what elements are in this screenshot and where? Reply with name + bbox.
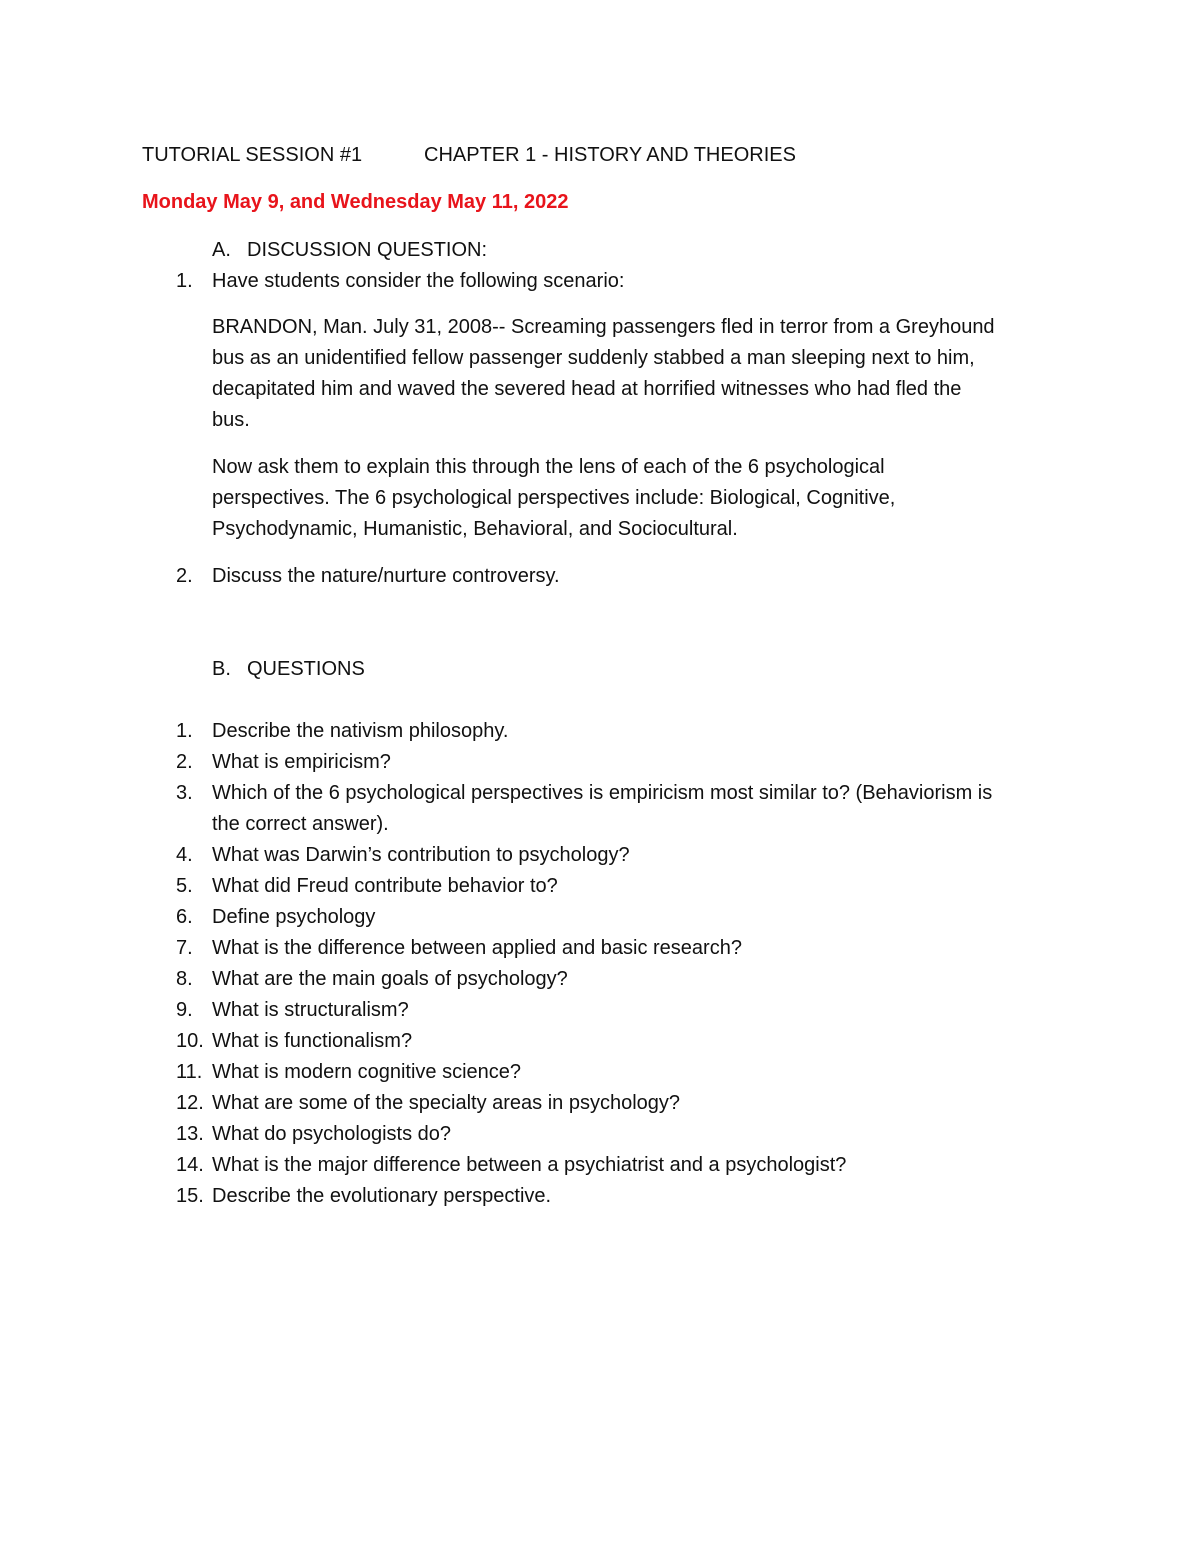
question-number: 8. <box>176 968 193 990</box>
question-text: Describe the evolutionary perspective. <box>212 1185 552 1207</box>
scenario-line: bus as an unidentified fellow passenger suddenly stabbed a man sleeping next to him, <box>212 347 975 369</box>
question-number: 15. <box>176 1185 204 1207</box>
scenario-line: bus. <box>212 409 250 431</box>
scenario-line: BRANDON, Man. July 31, 2008-- Screaming passengers fled in terror from a Greyhound <box>212 316 995 338</box>
question-number: 7. <box>176 937 193 959</box>
question-text: What do psychologists do? <box>212 1123 452 1145</box>
section-b-marker: B. <box>212 658 231 680</box>
question-number: 6. <box>176 906 193 928</box>
section-a-marker: A. <box>212 239 231 261</box>
question-text: Define psychology <box>212 906 376 928</box>
followup-line: Psychodynamic, Humanistic, Behavioral, and Sociocultural. <box>212 518 738 540</box>
question-number: 5. <box>176 875 193 897</box>
section-a-title: DISCUSSION QUESTION: <box>247 239 488 261</box>
question-text: What is functionalism? <box>212 1030 413 1052</box>
question-text: What was Darwin’s contribution to psychology? <box>212 844 630 866</box>
item-text: Discuss the nature/nurture controversy. <box>212 565 560 587</box>
question-number: 3. <box>176 782 193 804</box>
scenario-line: decapitated him and waved the severed head at horrified witnesses who had fled the <box>212 378 962 400</box>
question-number: 12. <box>176 1092 204 1114</box>
question-number: 11. <box>176 1061 203 1083</box>
question-text: What is structuralism? <box>212 999 409 1021</box>
question-text: What are the main goals of psychology? <box>212 968 568 990</box>
question-number: 13. <box>176 1123 204 1145</box>
item-number: 2. <box>176 565 193 587</box>
question-text: What is empiricism? <box>212 751 391 773</box>
followup-line: Now ask them to explain this through the lens of each of the 6 psychological <box>212 456 885 478</box>
item-number: 1. <box>176 270 193 292</box>
chapter-title: CHAPTER 1 - HISTORY AND THEORIES <box>424 144 796 166</box>
question-text: What did Freud contribute behavior to? <box>212 875 558 897</box>
question-text: the correct answer). <box>212 813 389 835</box>
question-number: 4. <box>176 844 193 866</box>
section-b-title: QUESTIONS <box>247 658 365 680</box>
question-text: What is modern cognitive science? <box>212 1061 522 1083</box>
question-text: Which of the 6 psychological perspectives is empiricism most similar to? (Behaviorism is <box>212 782 993 804</box>
question-number: 2. <box>176 751 193 773</box>
item-text: Have students consider the following scenario: <box>212 270 625 292</box>
question-text: What is the difference between applied and basic research? <box>212 937 742 959</box>
question-number: 10. <box>176 1030 204 1052</box>
question-text: Describe the nativism philosophy. <box>212 720 509 742</box>
session-dates: Monday May 9, and Wednesday May 11, 2022 <box>142 191 569 213</box>
question-number: 9. <box>176 999 193 1021</box>
question-number: 1. <box>176 720 193 742</box>
question-text: What are some of the specialty areas in psychology? <box>212 1092 681 1114</box>
session-label: TUTORIAL SESSION #1 <box>142 144 363 166</box>
followup-line: perspectives. The 6 psychological perspectives include: Biological, Cognitive, <box>212 487 896 509</box>
question-number: 14. <box>176 1154 204 1176</box>
question-text: What is the major difference between a psychiatrist and a psychologist? <box>212 1154 847 1176</box>
